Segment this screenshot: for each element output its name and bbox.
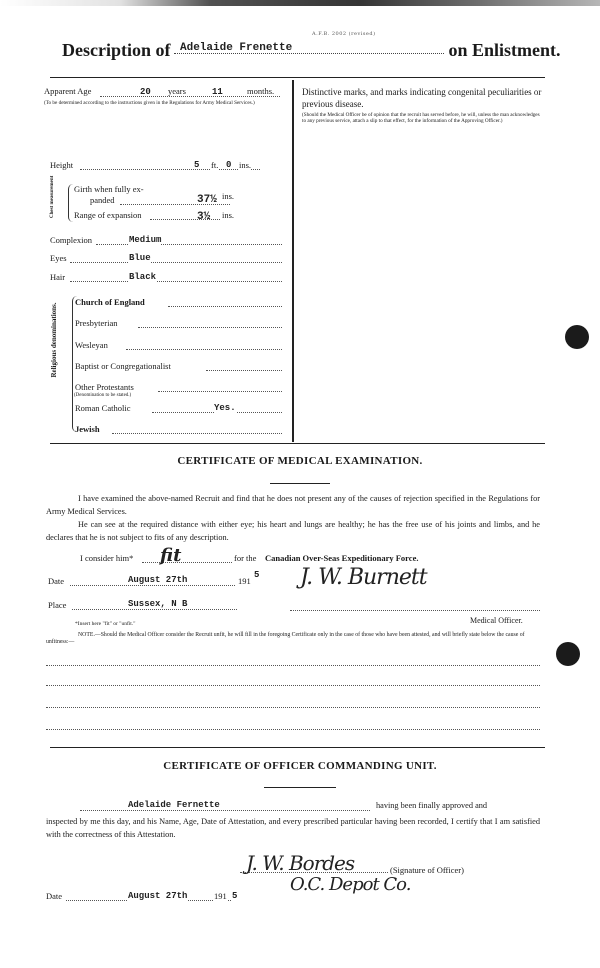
medical-para-2: He can see at the required distance with either eye; his heart and lungs are healthy; he has the free use of his joints and limbs, and he declares that he is not subject to fits of any description. [46, 520, 540, 542]
medical-date-label: Date [48, 576, 65, 586]
medical-note: NOTE.—Should the Medical Officer consider the Recruit unfit, he will fill in the foregoing Certificate only in the case of those who have been attested, and will briefly state below the cause of unfitness:— [46, 632, 525, 645]
unfit-cause-line-1 [46, 665, 540, 666]
commanding-date-value: August 27th [128, 891, 188, 901]
commanding-name-value: Adelaide Fernette [128, 800, 220, 810]
rule-top [50, 77, 545, 78]
consider-dotline [142, 562, 232, 563]
rule-lower [50, 747, 545, 748]
commanding-para-line1: having been finally approved and [376, 801, 488, 810]
religion-dotline [206, 370, 282, 371]
height-ft-value: 5 [194, 160, 200, 170]
unfit-cause-line-3 [46, 707, 540, 708]
medical-officer-signature: J. W. Burnett [300, 565, 427, 590]
medical-date-value: August 27th [128, 575, 188, 585]
commanding-cert-title: CERTIFICATE OF OFFICER COMMANDING UNIT. [163, 760, 437, 772]
height-label: Height [50, 160, 74, 170]
commanding-para: inspected by me this day, and his Name, Age, Date of Attestation, and every prescribed particular having been recorded, I certify that I am satisfied with the correctness of this Attestation. [46, 817, 540, 839]
place-dotline [72, 609, 237, 610]
medical-signature-dotline [290, 610, 540, 611]
religion-dotline [158, 391, 282, 392]
insert-note: *Insert here "fit" or "unfit." [75, 621, 136, 627]
girth-ins-label: ins. [222, 191, 235, 201]
age-note: (To be determined according to the instructions given in the Regulations for Army Medical Services.) [44, 100, 255, 106]
chest-label: Chest measurement [50, 175, 55, 218]
form-stamp: A.F.B. 2002 (revised) [312, 31, 376, 37]
commanding-name-dotline [80, 810, 370, 811]
religion-roman-catholic: Roman Catholic [75, 403, 131, 413]
title-prefix: Description of [62, 40, 171, 60]
ins-label: ins. [239, 160, 252, 170]
range-label: Range of expansion [74, 210, 142, 220]
religion-dotline [112, 433, 282, 434]
page-title [62, 40, 561, 61]
place-label: Place [48, 600, 67, 610]
column-divider [292, 80, 294, 442]
signature-of-officer-label: (Signature of Officer) [390, 865, 464, 875]
height-dotline [80, 169, 260, 170]
commanding-date-label: Date [46, 891, 63, 901]
medical-title-rule [270, 483, 330, 484]
complexion-value: Medium [129, 235, 162, 245]
eyes-label: Eyes [50, 253, 67, 263]
chest-brace [68, 184, 73, 222]
punch-hole-top [565, 325, 589, 349]
ft-label: ft. [211, 160, 219, 170]
roman-catholic-value: Yes. [214, 403, 236, 413]
eyes-value: Blue [129, 253, 151, 263]
force-name: Canadian Over-Seas Expeditionary Force. [265, 553, 419, 563]
commanding-year-suffix: 5 [232, 891, 238, 901]
religion-jewish: Jewish [75, 424, 100, 434]
medical-year-prefix: 191 [238, 576, 251, 586]
height-in-value: 0 [226, 160, 232, 170]
girth-value: 37½ [197, 194, 217, 206]
unfit-cause-line-2 [46, 685, 540, 686]
medical-cert-title: CERTIFICATE OF MEDICAL EXAMINATION. [177, 455, 423, 467]
months-label: months. [247, 86, 275, 96]
medical-date-dotline [70, 585, 235, 586]
religion-label: Religious denominations. [50, 302, 58, 378]
medical-para-1: I have examined the above-named Recruit and find that he does not present any of the causes of rejection specified in the Regulations for Army Medical Services. [46, 494, 540, 516]
religion-baptist: Baptist or Congregationalist [75, 361, 171, 371]
religion-presbyterian: Presbyterian [75, 318, 118, 328]
girth-label: Girth when fully ex- [74, 184, 144, 194]
religion-dotline [138, 327, 282, 328]
religion-church-of-england: Church of England [75, 297, 145, 307]
rule-mid [50, 443, 545, 444]
years-label: years [168, 86, 186, 96]
religion-wesleyan: Wesleyan [75, 340, 108, 350]
commanding-officer-signature: J. W. Bordes [246, 851, 355, 875]
marks-note: (Should the Medical Officer be of opinion that the recruit has served before, he will, unless the man acknowledges to any previous service, attach a slip to that effect, for the information of the Approving Officer.) [302, 112, 540, 124]
commanding-officer-signature-2: O.C. Depot Co. [290, 874, 411, 895]
punch-hole-bottom [556, 642, 580, 666]
consider-suffix: for the [234, 553, 257, 563]
religion-dotline [126, 349, 282, 350]
scan-edge [0, 0, 600, 6]
religion-dotline [168, 306, 282, 307]
range-value: 3½ [197, 211, 211, 223]
apparent-age-label: Apparent Age [44, 86, 92, 96]
girth-label-2: panded [90, 195, 115, 205]
commanding-title-rule [264, 787, 336, 788]
complexion-label: Complexion [50, 235, 93, 245]
consider-value: fit [160, 545, 182, 566]
religion-other-protestants: Other Protestants [75, 382, 134, 392]
other-protestants-note: (Denomination to be stated.) [74, 393, 132, 398]
age-years-value: 20 [140, 87, 151, 97]
medical-officer-label: Medical Officer. [470, 616, 523, 625]
hair-value: Black [129, 272, 157, 282]
place-value: Sussex, N B [128, 599, 188, 609]
age-months-value: 11 [212, 87, 223, 97]
medical-year-suffix: 5 [254, 570, 260, 580]
title-suffix: on Enlistment. [448, 40, 561, 60]
hair-label: Hair [50, 272, 66, 282]
unfit-cause-line-4 [46, 729, 540, 730]
hair-dotline [70, 281, 282, 282]
range-ins-label: ins. [222, 210, 235, 220]
recruit-name: Adelaide Frenette [180, 42, 293, 54]
commanding-year-prefix: 191 [214, 891, 227, 901]
age-dotline [100, 96, 280, 97]
eyes-dotline [70, 262, 282, 263]
complexion-dotline [96, 244, 282, 245]
consider-label: I consider him* [80, 553, 134, 563]
marks-heading: Distinctive marks, and marks indicating congenital peculiarities or previous disease. [302, 87, 542, 109]
